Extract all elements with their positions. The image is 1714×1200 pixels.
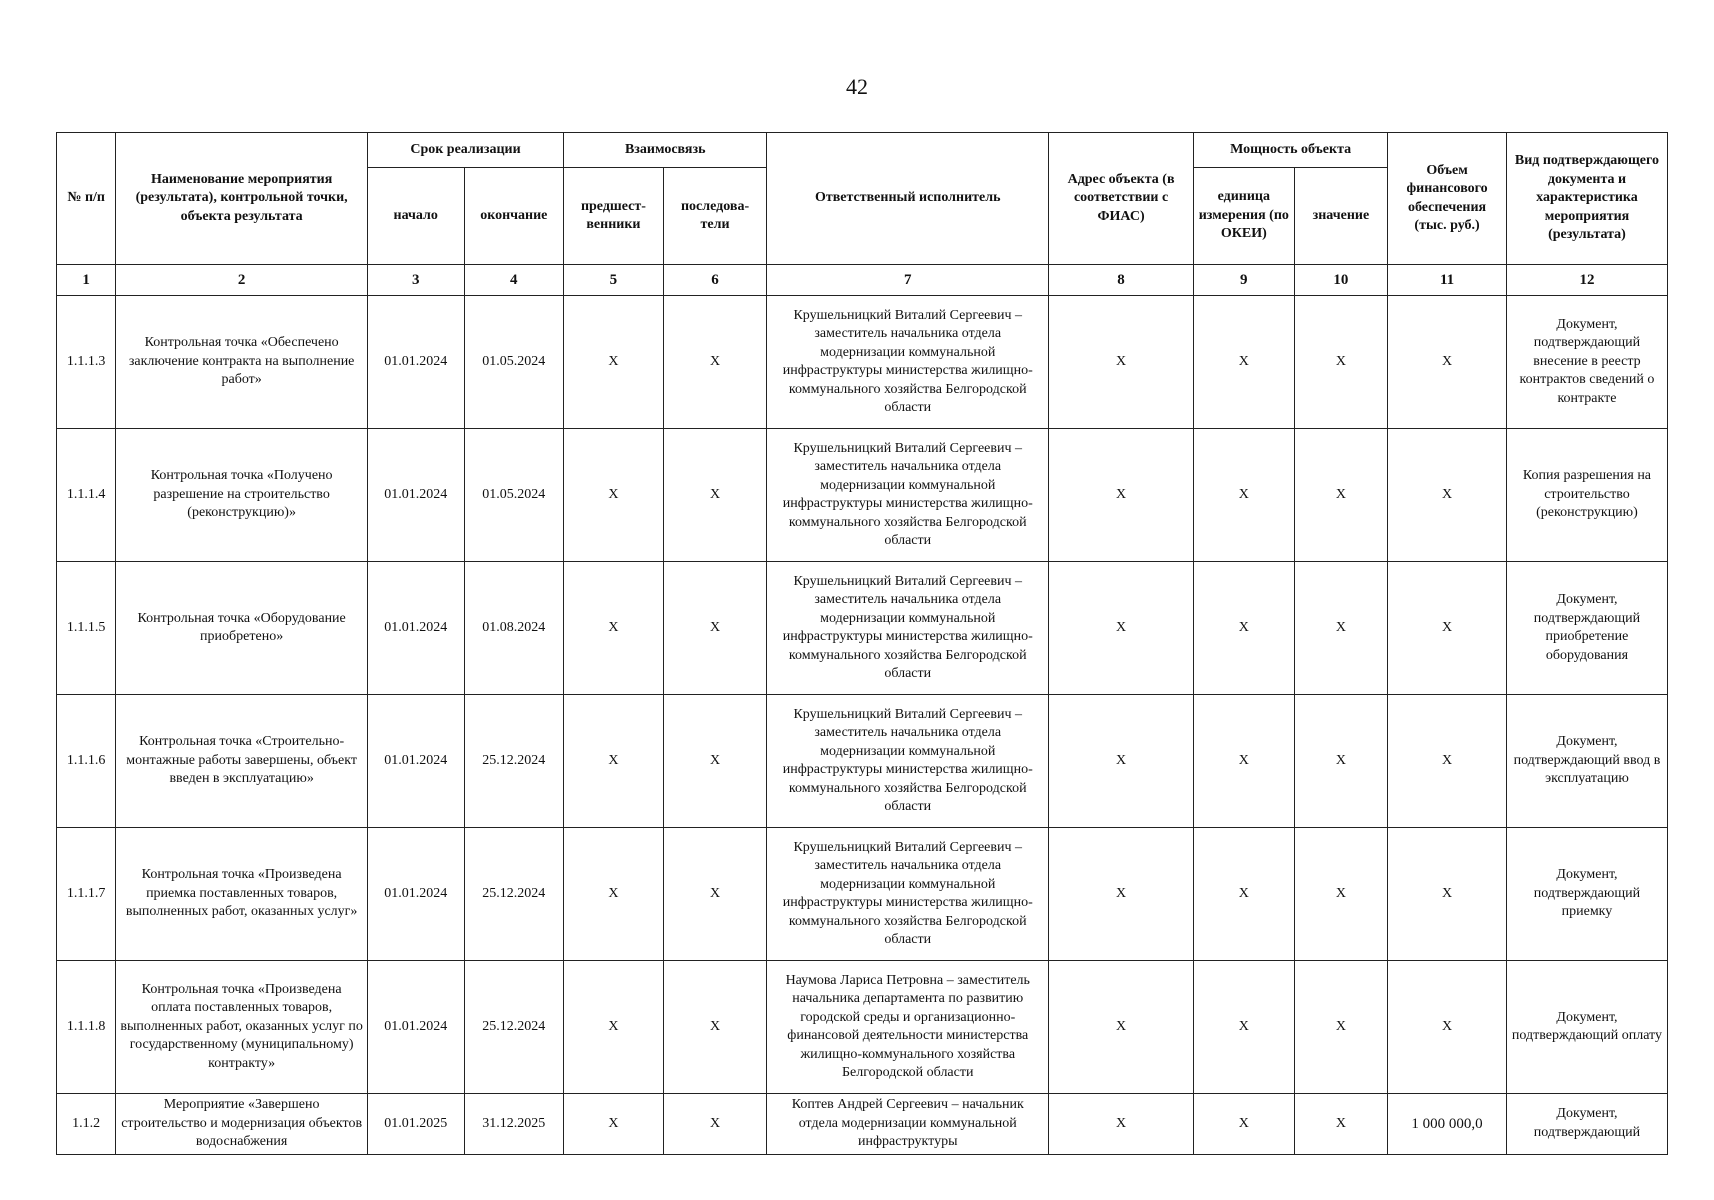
row-end-date: 25.12.2024 [464,961,564,1094]
row-unit: X [1194,828,1295,961]
header-doctype: Вид подтверждающего документа и характеристика мероприятия (результата) [1506,133,1667,265]
header-name: Наименование мероприятия (результата), контрольной точки, объекта результата [116,133,368,265]
row-address: X [1049,1094,1194,1155]
row-value: X [1294,429,1388,562]
header-unit: единица измерения (по ОКЕИ) [1194,168,1295,265]
header-start: начало [367,168,464,265]
row-executor: Крушельницкий Виталий Сергеевич – заместитель начальника отдела модернизации коммунальной инфраструктуры министерства жилищно-коммунального хозяйства Белгородской области [767,429,1049,562]
row-unit: X [1194,695,1295,828]
row-executor: Крушельницкий Виталий Сергеевич – заместитель начальника отдела модернизации коммунальной инфраструктуры министерства жилищно-коммунального хозяйства Белгородской области [767,296,1049,429]
page-number: 42 [846,74,868,99]
column-number: 9 [1194,265,1295,296]
row-start-date: 01.01.2024 [367,961,464,1094]
row-volume: 1 000 000,0 [1388,1094,1507,1155]
row-predecessors: X [564,562,664,695]
row-address: X [1049,562,1194,695]
column-number: 8 [1049,265,1194,296]
header-address: Адрес объекта (в соответствии с ФИАС) [1049,133,1194,265]
row-name: Контрольная точка «Оборудование приобретено» [116,562,368,695]
row-start-date: 01.01.2024 [367,429,464,562]
column-number: 11 [1388,265,1507,296]
row-executor: Крушельницкий Виталий Сергеевич – заместитель начальника отдела модернизации коммунальной инфраструктуры министерства жилищно-коммунального хозяйства Белгородской области [767,695,1049,828]
row-unit: X [1194,1094,1295,1155]
header-period: Срок реализации [367,133,563,168]
row-value: X [1294,1094,1388,1155]
row-volume: X [1388,429,1507,562]
row-successors: X [663,1094,767,1155]
header-volume: Объем финансового обеспечения (тыс. руб.) [1388,133,1507,265]
row-executor: Крушельницкий Виталий Сергеевич – заместитель начальника отдела модернизации коммунальной инфраструктуры министерства жилищно-коммунального хозяйства Белгородской области [767,828,1049,961]
row-value: X [1294,562,1388,695]
row-predecessors: X [564,1094,664,1155]
table-row [57,1094,1668,1155]
row-name: Контрольная точка «Получено разрешение на строительство (реконструкцию)» [116,429,368,562]
row-address: X [1049,961,1194,1094]
column-number: 2 [116,265,368,296]
row-executor: Крушельницкий Виталий Сергеевич – заместитель начальника отдела модернизации коммунальной инфраструктуры министерства жилищно-коммунального хозяйства Белгородской области [767,562,1049,695]
header-capacity: Мощность объекта [1194,133,1388,168]
header-end: окончание [464,168,564,265]
row-name: Контрольная точка «Произведена приемка поставленных товаров, выполненных работ, оказанных услуг» [116,828,368,961]
row-number: 1.1.1.4 [57,429,116,562]
header-executor: Ответственный исполнитель [767,133,1049,265]
row-document: Копия разрешения на строительство (реконструкцию) [1506,429,1667,562]
row-address: X [1049,296,1194,429]
header-value: значение [1294,168,1388,265]
row-start-date: 01.01.2024 [367,828,464,961]
row-number: 1.1.1.5 [57,562,116,695]
table-row [57,961,1668,1094]
column-number: 12 [1506,265,1667,296]
row-number: 1.1.2 [57,1094,116,1155]
row-successors: X [663,429,767,562]
row-name: Контрольная точка «Строительно-монтажные работы завершены, объект введен в эксплуатацию» [116,695,368,828]
row-end-date: 01.05.2024 [464,296,564,429]
row-predecessors: X [564,429,664,562]
column-number: 3 [367,265,464,296]
row-number: 1.1.1.8 [57,961,116,1094]
row-successors: X [663,961,767,1094]
header-predecessors: предшест-венники [564,168,664,265]
row-value: X [1294,828,1388,961]
row-number: 1.1.1.7 [57,828,116,961]
row-start-date: 01.01.2025 [367,1094,464,1155]
row-predecessors: X [564,828,664,961]
header-relation: Взаимосвязь [564,133,767,168]
row-volume: X [1388,961,1507,1094]
row-predecessors: X [564,961,664,1094]
column-numbers-row [57,265,1668,296]
column-number: 10 [1294,265,1388,296]
row-volume: X [1388,695,1507,828]
row-predecessors: X [564,695,664,828]
row-name: Контрольная точка «Произведена оплата поставленных товаров, выполненных работ, оказанных услуг по государственному (муниципальному) контракту» [116,961,368,1094]
row-end-date: 25.12.2024 [464,695,564,828]
row-address: X [1049,695,1194,828]
row-value: X [1294,961,1388,1094]
row-end-date: 01.05.2024 [464,429,564,562]
row-document: Документ, подтверждающий внесение в реестр контрактов сведений о контракте [1506,296,1667,429]
header-num: № п/п [57,133,116,265]
header-successors: последова-тели [663,168,767,265]
measures-table [56,132,1668,1155]
column-number: 6 [663,265,767,296]
row-value: X [1294,695,1388,828]
row-volume: X [1388,828,1507,961]
row-address: X [1049,429,1194,562]
row-successors: X [663,828,767,961]
row-predecessors: X [564,296,664,429]
row-start-date: 01.01.2024 [367,562,464,695]
row-document: Документ, подтверждающий ввод в эксплуатацию [1506,695,1667,828]
row-unit: X [1194,429,1295,562]
row-end-date: 01.08.2024 [464,562,564,695]
row-successors: X [663,695,767,828]
column-number: 4 [464,265,564,296]
row-volume: X [1388,562,1507,695]
table-row [57,695,1668,828]
row-value: X [1294,296,1388,429]
column-number: 5 [564,265,664,296]
row-document: Документ, подтверждающий оплату [1506,961,1667,1094]
table-row [57,562,1668,695]
row-document: Документ, подтверждающий приобретение оборудования [1506,562,1667,695]
row-unit: X [1194,961,1295,1094]
column-number: 7 [767,265,1049,296]
table-row [57,828,1668,961]
table-row [57,296,1668,429]
row-end-date: 25.12.2024 [464,828,564,961]
table-row [57,429,1668,562]
row-unit: X [1194,296,1295,429]
row-number: 1.1.1.6 [57,695,116,828]
row-number: 1.1.1.3 [57,296,116,429]
row-name: Мероприятие «Завершено строительство и модернизация объектов водоснабжения [116,1094,368,1155]
row-end-date: 31.12.2025 [464,1094,564,1155]
row-successors: X [663,296,767,429]
row-executor: Коптев Андрей Сергеевич – начальник отдела модернизации коммунальной инфраструктуры [767,1094,1049,1155]
row-successors: X [663,562,767,695]
row-start-date: 01.01.2024 [367,296,464,429]
row-unit: X [1194,562,1295,695]
row-document: Документ, подтверждающий [1506,1094,1667,1155]
row-document: Документ, подтверждающий приемку [1506,828,1667,961]
row-address: X [1049,828,1194,961]
row-volume: X [1388,296,1507,429]
row-start-date: 01.01.2024 [367,695,464,828]
row-name: Контрольная точка «Обеспечено заключение контракта на выполнение работ» [116,296,368,429]
column-number: 1 [57,265,116,296]
row-executor: Наумова Лариса Петровна – заместитель начальника департамента по развитию городской среды и организационно-финансовой деятельности министерства жилищно-коммунального хозяйства Белгородской области [767,961,1049,1094]
